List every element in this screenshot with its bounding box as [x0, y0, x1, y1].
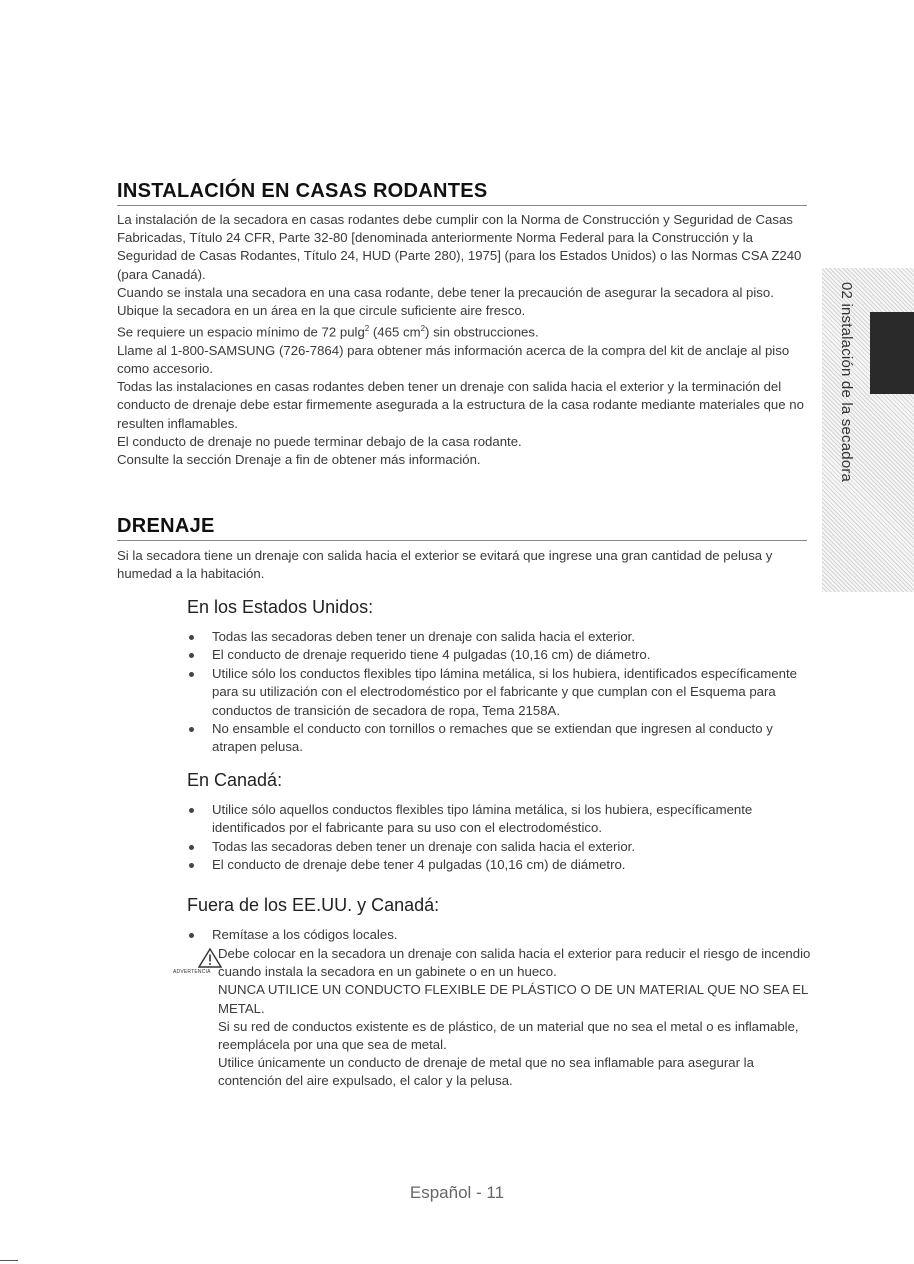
list-item	[187, 926, 809, 944]
list-item-text: El conducto de drenaje debe tener 4 pulgadas (10,16 cm) de diámetro.	[212, 857, 626, 873]
list-item-text: Utilice sólo aquellos conductos flexibles tipo lámina metálica, si los hubiera, específicamente identificados por el fabricante para su uso con el electrodoméstico.	[212, 802, 753, 836]
paragraph: Consulte la sección Drenaje a fin de obtener más información.	[117, 452, 481, 468]
bullet-icon	[189, 672, 194, 677]
space-requirement-line	[117, 320, 807, 342]
list-item	[187, 720, 809, 757]
list-item-text: Remítase a los códigos locales.	[212, 927, 398, 942]
subheading-canada: En Canadá:	[187, 770, 283, 790]
list-item	[187, 646, 809, 664]
us-list	[187, 628, 809, 757]
warning-line: NUNCA UTILICE UN CONDUCTO FLEXIBLE DE PLÁSTICO O DE UN MATERIAL QUE NO SEA EL METAL.	[218, 982, 808, 1016]
paragraph: Llame al 1-800-SAMSUNG (726-7864) para obtener más información acerca de la compra del kit de anclaje al piso como accesorio.	[117, 342, 790, 377]
warning-text	[218, 945, 814, 1091]
list-item-text: Todas las secadoras deben tener un drenaje con salida hacia el exterior.	[212, 838, 636, 854]
paragraph: Todas las instalaciones en casas rodantes deben tener un drenaje con salida hacia el exterior y la terminación del conducto de drenaje debe estar firmemente asegurada a la estructura de la casa rodante mediante materiales que no resulten inflamables.	[117, 379, 804, 431]
bullet-icon	[189, 653, 194, 658]
paragraph: El conducto de drenaje no puede terminar debajo de la casa rodante.	[117, 433, 522, 449]
paragraph: La instalación de la secadora en casas rodantes debe cumplir con la Norma de Construcción y Seguridad de Casas Fabricadas, Título 24 CFR, Parte 32-80 [denominada anteriormente Norma Federal para la Construcción y la Seguridad de Casas Rodantes, Título 24, HUD (Parte 280), 1975] (para los Estados Unidos) o las Normas CSA Z240 (para Canadá).	[117, 212, 802, 282]
space-text: (465 cm	[369, 324, 421, 340]
list-item	[187, 838, 809, 856]
warning-label: ADVERTENCIA	[173, 969, 211, 975]
bullet-icon	[189, 845, 194, 850]
list-item-text: Utilice sólo los conductos flexibles tipo lámina metálica, si los hubiera, identificados específicamente para su utilización con el electrodoméstico por el fabricante y que cumplan con el Esquema para conductos de transición de secadora de ropa, Tema 2158A.	[212, 665, 797, 718]
warning-line: Si su red de conductos existente es de plástico, de un material que no sea el metal o es inflamable, reemplácela por una que sea de metal.	[218, 1018, 799, 1053]
bullet-icon	[189, 863, 194, 868]
subheading-outside: Fuera de los EE.UU. y Canadá:	[187, 895, 440, 915]
mobile-home-text	[117, 211, 807, 469]
drenaje-intro	[117, 547, 807, 583]
canada-list	[187, 801, 809, 875]
list-item	[187, 801, 809, 838]
list-item	[187, 628, 809, 646]
paragraph: Ubique la secadora en un área en la que circule suficiente aire fresco.	[117, 303, 526, 319]
warning-line: Debe colocar en la secadora un drenaje con salida hacia el exterior para reducir el riesgo de incendio cuando instala la secadora en un gabinete o en un hueco.	[218, 946, 811, 980]
section-title-mobile-home: INSTALACIÓN EN CASAS RODANTES	[117, 180, 807, 206]
outside-list	[187, 926, 809, 944]
list-item	[187, 665, 809, 720]
list-item-text: No ensamble el conducto con tornillos o remaches que se extiendan que ingresen al conducto y atrapen pelusa.	[212, 721, 773, 755]
bullet-icon	[189, 727, 194, 732]
list-item-text: El conducto de drenaje requerido tiene 4 pulgadas (10,16 cm) de diámetro.	[212, 647, 651, 663]
paragraph: Cuando se instala una secadora en una casa rodante, debe tener la precaución de asegurar la secadora al piso.	[117, 284, 774, 300]
space-text: ) sin obstrucciones.	[425, 324, 539, 340]
list-item-text: Todas las secadoras deben tener un drenaje con salida hacia el exterior.	[212, 629, 636, 644]
bullet-icon	[189, 635, 194, 640]
chapter-tab-label: 02 instalación de la secadora	[838, 282, 855, 483]
bullet-icon	[189, 933, 194, 938]
page-number: Español - 11	[409, 1183, 505, 1202]
section-title-drenaje: DRENAJE	[117, 515, 807, 541]
crop-mark	[0, 1260, 18, 1261]
chapter-tab-marker	[870, 312, 914, 394]
list-item	[187, 856, 809, 874]
bullet-icon	[189, 808, 194, 813]
paragraph: Si la secadora tiene un drenaje con salida hacia el exterior se evitará que ingrese una gran cantidad de pelusa y humedad a la habitación.	[117, 548, 773, 582]
subheading-us: En los Estados Unidos:	[187, 597, 374, 617]
space-text: Se requiere un espacio mínimo de 72 pulg	[117, 324, 365, 340]
superscript: 2	[420, 324, 426, 334]
superscript: 2	[364, 324, 370, 334]
warning-line: Utilice únicamente un conducto de drenaje de metal que no sea inflamable para asegurar la contención del aire expulsado, el calor y la pelusa.	[218, 1055, 754, 1089]
